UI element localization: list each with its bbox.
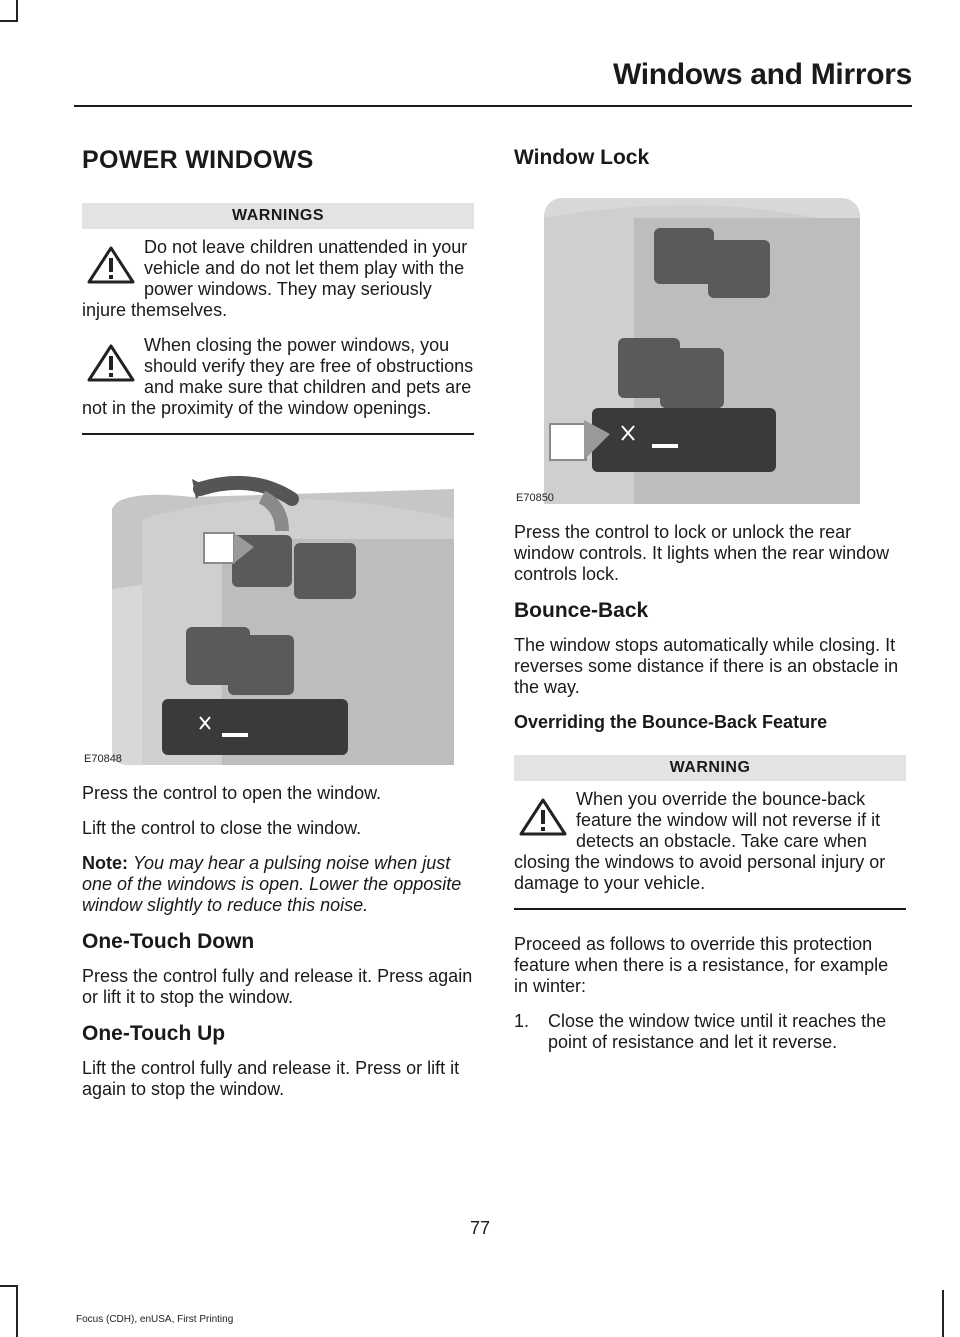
header-rule: [74, 105, 912, 107]
crop-mark: [942, 1290, 944, 1337]
paragraph-proceed: Proceed as follows to override this protection feature when there is a resistance, for example in winter:: [514, 934, 889, 996]
figure-code: E70848: [84, 753, 122, 765]
paragraph-close: Lift the control to close the window.: [82, 818, 362, 838]
crop-mark: [16, 1285, 18, 1337]
warning-item: [82, 335, 474, 419]
warning-end-rule: [514, 908, 906, 910]
footer-printing-info: Focus (CDH), enUSA, First Printing: [76, 1314, 234, 1325]
list-item: [514, 1011, 906, 1053]
heading-one-touch-down: One-Touch Down: [82, 930, 255, 953]
window-switch-illustration: [82, 459, 474, 765]
section-heading-power-windows: POWER WINDOWS: [82, 146, 314, 174]
warning-item: [514, 789, 906, 894]
warnings-end-rule: [82, 433, 474, 435]
crop-mark: [16, 0, 18, 22]
warning-item: [82, 237, 474, 321]
note-label: Note:: [82, 853, 128, 873]
page-number: 77: [469, 1218, 491, 1238]
warning-triangle-icon: [86, 245, 136, 285]
crop-mark: [0, 1285, 18, 1287]
override-steps-list: [514, 1011, 906, 1053]
note: [82, 853, 474, 916]
warning-text: When you override the bounce-back feature the window will not reverse if it detects an obstacle. Take care when closing the windows to avoid personal injury or damage to your vehicle.: [514, 789, 886, 893]
warnings-heading: WARNINGS: [82, 203, 474, 229]
right-column: [514, 140, 906, 1053]
step-number: 1.: [514, 1011, 530, 1031]
window-lock-illustration: [514, 198, 906, 504]
left-column: [82, 140, 474, 1114]
warning-text: When closing the power windows, you should verify they are free of obstructions and make sure that children and pets are not in the proximity of the window openings.: [82, 335, 474, 418]
figure-code: E70850: [516, 492, 554, 504]
paragraph-bounce-back: The window stops automatically while closing. It reverses some distance if there is an obstacle in the way.: [514, 635, 899, 697]
paragraph-open: Press the control to open the window.: [82, 783, 382, 803]
paragraph-window-lock: Press the control to lock or unlock the rear window controls. It lights when the rear window controls lock.: [514, 522, 890, 584]
note-text: You may hear a pulsing noise when just one of the windows is open. Lower the opposite window slightly to reduce this noise.: [82, 853, 462, 915]
paragraph-one-touch-down: Press the control fully and release it. Press again or lift it to stop the window.: [82, 966, 473, 1007]
figure-window-switch: [82, 459, 474, 765]
heading-window-lock: Window Lock: [514, 146, 650, 169]
heading-one-touch-up: One-Touch Up: [82, 1022, 226, 1045]
paragraph-one-touch-up: Lift the control fully and release it. Press or lift it again to stop the window.: [82, 1058, 460, 1099]
step-text: Close the window twice until it reaches the point of resistance and let it reverse.: [548, 1011, 887, 1052]
warning-text: Do not leave children unattended in your vehicle and do not let them play with the power windows. They may seriously injure themselves.: [82, 237, 468, 320]
crop-mark: [0, 20, 18, 22]
figure-window-lock: [514, 198, 906, 504]
page-header-title: Windows and Mirrors: [612, 58, 912, 91]
warning-heading: WARNING: [514, 755, 906, 781]
warning-triangle-icon: [518, 797, 568, 837]
heading-override-bounce-back: Overriding the Bounce-Back Feature: [514, 712, 828, 732]
warning-triangle-icon: [86, 343, 136, 383]
heading-bounce-back: Bounce-Back: [514, 599, 649, 622]
